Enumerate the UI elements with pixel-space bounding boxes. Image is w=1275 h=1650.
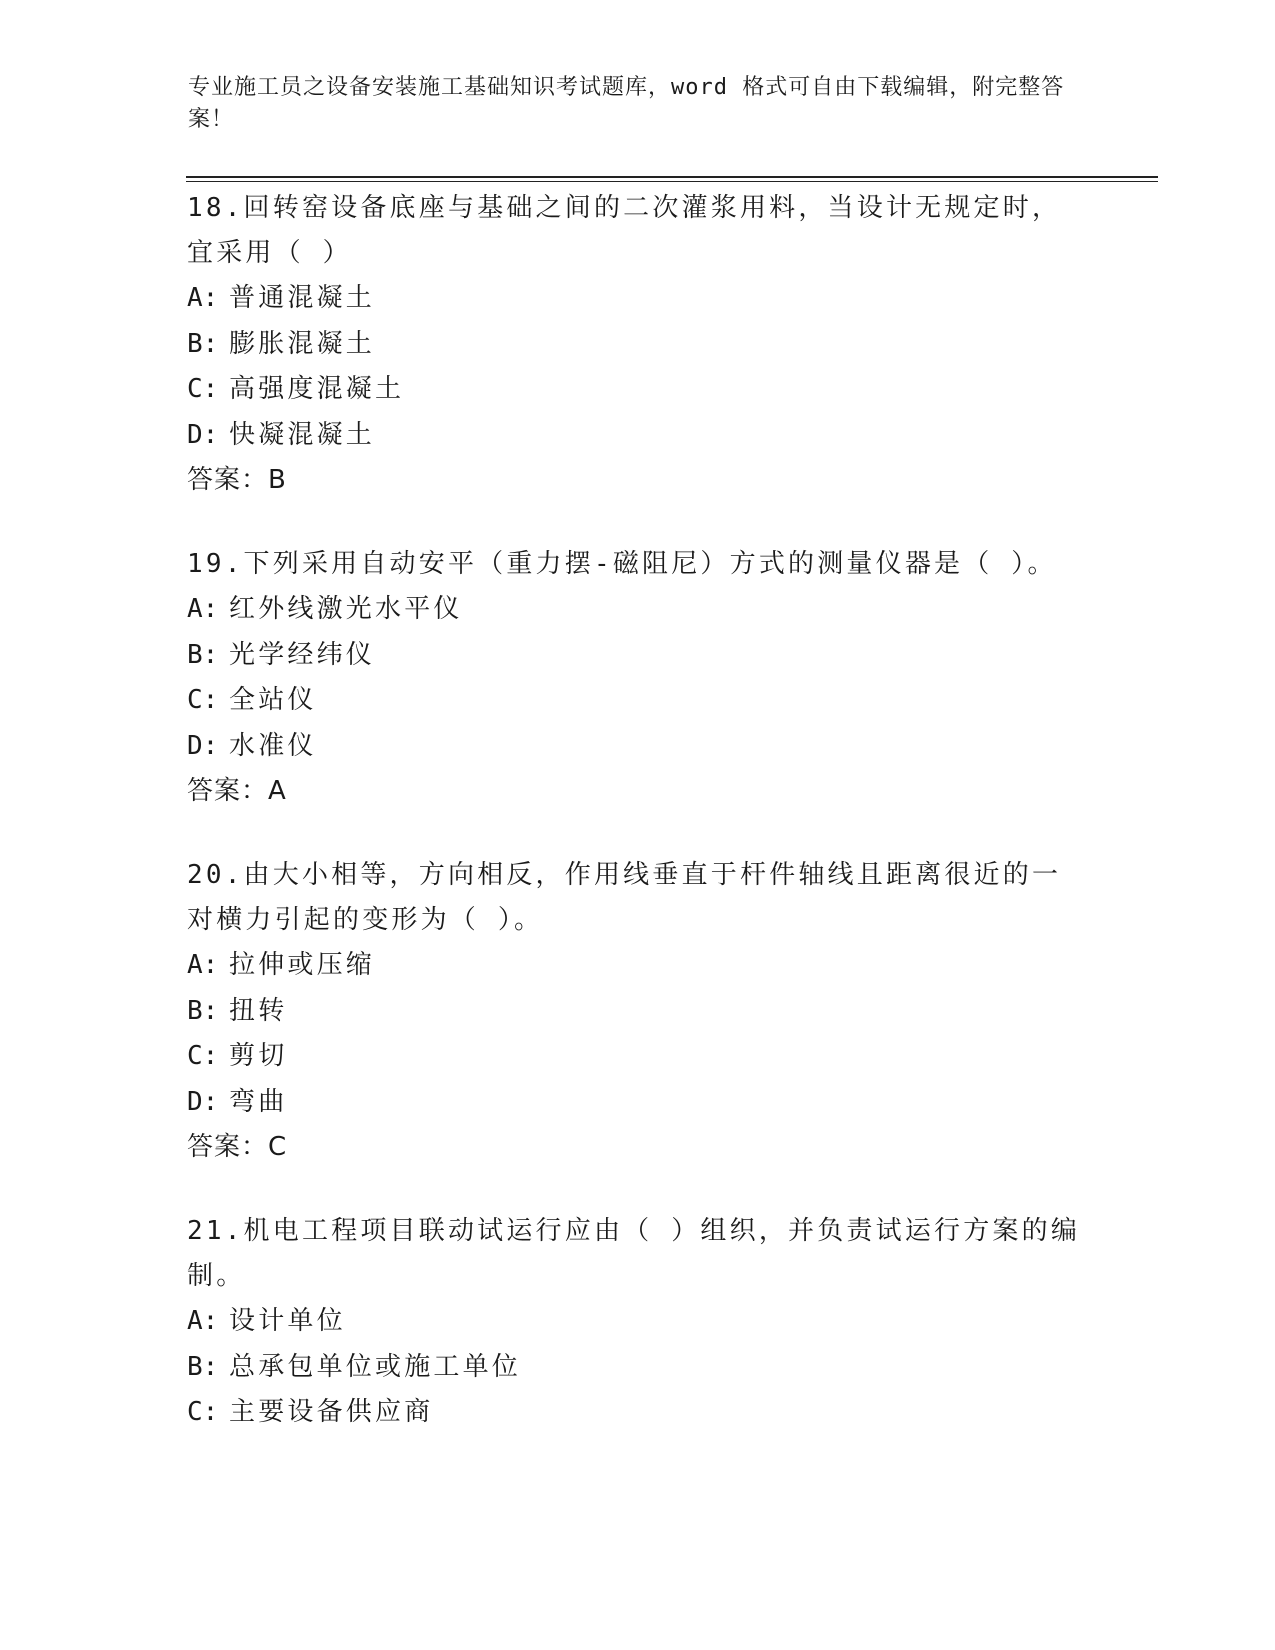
option-b bbox=[187, 989, 1087, 1035]
option-letter: A: bbox=[187, 950, 219, 980]
question-stem: 19.下列采用自动安平（重力摆-磁阻尼）方式的测量仪器是（ ）。 bbox=[187, 549, 1057, 579]
option-c bbox=[187, 1390, 1087, 1436]
option-text: 设计单位 bbox=[229, 1306, 346, 1336]
option-letter: D: bbox=[187, 419, 219, 450]
option-text: 水准仪 bbox=[229, 730, 317, 761]
option-text: 红外线激光水平仪 bbox=[229, 594, 463, 624]
option-d bbox=[187, 1080, 1087, 1126]
option-letter: B: bbox=[187, 328, 219, 359]
option-letter: A: bbox=[187, 283, 219, 313]
option-c bbox=[187, 367, 1087, 413]
option-text: 光学经纬仪 bbox=[229, 639, 376, 670]
option-b bbox=[187, 322, 1087, 368]
document-header: 专业施工员之设备安装施工基础知识考试题库，word 格式可自由下载编辑，附完整答案！ bbox=[188, 75, 1065, 132]
question-21 bbox=[187, 1209, 1087, 1436]
option-a bbox=[187, 943, 1087, 989]
option-letter: C: bbox=[187, 1397, 219, 1427]
option-text: 快凝混凝土 bbox=[229, 419, 376, 450]
option-a bbox=[187, 1299, 1087, 1345]
option-b bbox=[187, 1345, 1087, 1391]
option-letter: C: bbox=[187, 685, 219, 715]
answer-line: 答案：A bbox=[187, 776, 287, 806]
option-a bbox=[187, 276, 1087, 322]
answer-line: 答案：B bbox=[187, 465, 287, 495]
option-b bbox=[187, 633, 1087, 679]
option-text: 普通混凝土 bbox=[229, 283, 376, 313]
option-text: 拉伸或压缩 bbox=[229, 950, 376, 980]
answer-line: 答案：C bbox=[187, 1132, 288, 1162]
option-letter: A: bbox=[187, 1306, 219, 1336]
header-divider bbox=[186, 176, 1158, 182]
question-20 bbox=[187, 853, 1087, 1170]
question-list bbox=[187, 186, 1087, 1475]
option-letter: C: bbox=[187, 1041, 219, 1071]
option-letter: B: bbox=[187, 995, 219, 1026]
option-text: 扭转 bbox=[229, 995, 288, 1026]
question-19 bbox=[187, 542, 1087, 814]
option-d bbox=[187, 413, 1087, 459]
option-letter: D: bbox=[187, 730, 219, 761]
option-a bbox=[187, 587, 1087, 633]
option-text: 膨胀混凝土 bbox=[229, 328, 376, 359]
option-letter: B: bbox=[187, 1351, 219, 1382]
option-text: 剪切 bbox=[229, 1041, 288, 1071]
option-text: 主要设备供应商 bbox=[229, 1397, 434, 1427]
question-stem: 20.由大小相等，方向相反，作用线垂直于杆件轴线且距离很近的一对横力引起的变形为（ ）。 bbox=[187, 860, 1062, 935]
option-text: 总承包单位或施工单位 bbox=[229, 1351, 522, 1382]
question-18 bbox=[187, 186, 1087, 503]
question-stem: 18.回转窑设备底座与基础之间的二次灌浆用料，当设计无规定时，宜采用（ ） bbox=[187, 193, 1062, 268]
option-letter: C: bbox=[187, 374, 219, 404]
option-d bbox=[187, 724, 1087, 770]
option-text: 高强度混凝土 bbox=[229, 374, 405, 404]
option-letter: D: bbox=[187, 1086, 219, 1117]
question-stem: 21.机电工程项目联动试运行应由（ ）组织，并负责试运行方案的编制。 bbox=[187, 1216, 1081, 1291]
option-c bbox=[187, 1034, 1087, 1080]
option-text: 全站仪 bbox=[229, 685, 317, 715]
option-letter: B: bbox=[187, 639, 219, 670]
option-text: 弯曲 bbox=[229, 1086, 288, 1117]
option-letter: A: bbox=[187, 594, 219, 624]
option-c bbox=[187, 678, 1087, 724]
